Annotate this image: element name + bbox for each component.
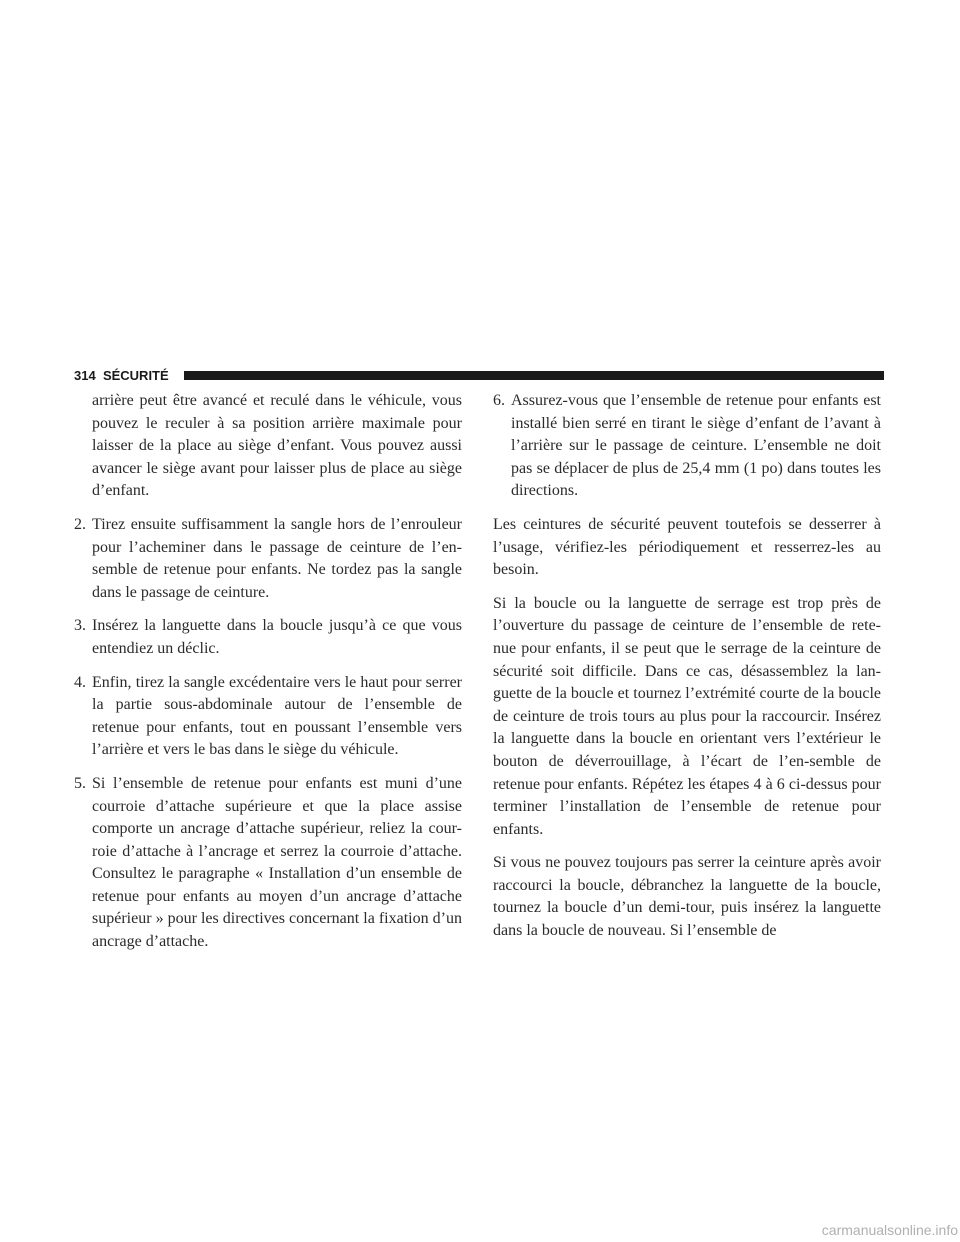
page-number: 314	[74, 368, 96, 383]
continuation-paragraph: arrière peut être avancé et reculé dans le véhicule, vous pouvez le reculer à sa position arrière maximale pour laisser de la place au siège d’enfant. Vous pouvez aussi avancer le siège avant pour laisser plus de place au siège d’enfant.	[92, 392, 462, 500]
list-item	[74, 514, 462, 604]
body-paragraph: Si vous ne pouvez toujours pas serrer la ceinture après avoir raccourci la boucle, débranchez la languette de la boucle, tournez la boucle d’un demi-tour, puis insérez la languette dans la boucle de nouveau. Si l’ensemble de	[493, 854, 881, 940]
list-item-number: 5.	[74, 774, 86, 792]
list-item-number: 4.	[74, 673, 86, 691]
list-item-text: Tirez ensuite suffisamment la sangle hors de l’enrouleur pour l’acheminer dans le passage de ceinture de l’en-semble de retenue pour enfants. Ne tordez pas la sangle dans le passage de ceinture.	[92, 515, 462, 601]
list-item-number: 6.	[493, 392, 505, 409]
list-item	[74, 773, 462, 954]
list-item	[74, 615, 462, 660]
header-rule	[184, 371, 884, 380]
list-item-text: Si l’ensemble de retenue pour enfants est muni d’une courroie d’attache supérieure et que la place assise comporte un ancrage d’attache supérieur, reliez la cour-roie d’attache à l’ancrage et serrez la courroie d’attache. Consultez le paragraphe « Installation d’un ensemble de retenue pour enfants au moyen d’un ancrage d’attache supérieur » pour les directives concernant la fixation d’un ancrage d’attache.	[92, 774, 462, 951]
list-item-number: 2.	[74, 515, 86, 533]
page-header	[74, 368, 884, 384]
list-item	[74, 672, 462, 762]
right-column	[493, 390, 881, 954]
page-number-section	[74, 368, 169, 384]
list-item-text: Enfin, tirez la sangle excédentaire vers le haut pour serrer la partie sous-abdominale autour de l’ensemble de retenue pour enfants, tout en poussant l’ensemble vers l’arrière et vers le bas dans le siège du véhicule.	[92, 673, 462, 759]
list-item-text: Assurez-vous que l’ensemble de retenue pour enfants est installé bien serré en tirant le siège d’enfant de l’avant à l’arrière sur le passage de ceinture. L’ensemble ne doit pas se déplacer de plus de 25,4 mm (1 po) dans toutes les directions.	[511, 392, 881, 500]
list-item-number: 3.	[74, 617, 86, 635]
body-paragraph: Si la boucle ou la languette de serrage est trop près de l’ouverture du passage de ceinture de l’ensemble de rete-nue pour enfants, il se peut que le serrage de la ceinture de sécurité soit difficile. Dans ce cas, désassemblez la lan-guette de la boucle et tournez l’extrémité courte de la boucle de ceinture de trois tours au plus pour la raccourcir. Insérez la languette dans la boucle en orientant vers l’extérieur le bouton de déverrouillage, à l’écart de l’en-semble de retenue pour enfants. Répétez les étapes 4 à 6 ci-dessus pour terminer l’installation de l’ensemble de retenue pour enfants.	[493, 594, 881, 838]
body-paragraph: Les ceintures de sécurité peuvent toutefois se desserrer à l’usage, vérifiez-les périodiquement et resserrez-les au besoin.	[493, 515, 881, 579]
section-title: SÉCURITÉ	[102, 368, 169, 383]
left-column	[74, 390, 462, 965]
list-item-text: Insérez la languette dans la boucle jusqu’à ce que vous entendiez un déclic.	[92, 617, 462, 657]
watermark: carmanualsonline.info	[821, 1222, 958, 1238]
list-item	[493, 390, 881, 503]
